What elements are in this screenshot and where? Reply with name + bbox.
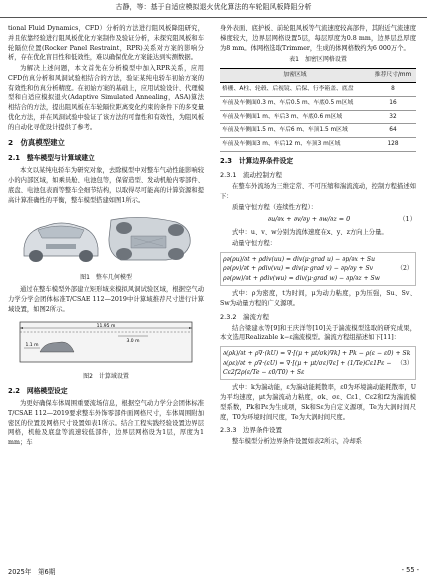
subsubsection-heading: 2.3.2 湍流方程 <box>220 312 270 321</box>
paragraph: 式中：k为湍动能，ε为湍动能耗散率，ε0为环境湍动能耗散率，U为平均速度，μt为湍流动力粘度，σk、σε、Cε1、Cε2和f2为湍流模型系数，Pk和Pε为生成项，Sk和Sε为自定义源项，Te为大涡时间尺度，T0为环境时间尺度，Te为大涡时间尺度。 <box>220 384 416 421</box>
subsubsection-heading: 2.3.1 流动控制方程 <box>220 170 283 179</box>
table-row <box>220 110 416 124</box>
running-header <box>0 0 427 18</box>
issue-label: 2025年 第6期 <box>8 568 56 576</box>
table-row <box>220 96 416 110</box>
figure-domain <box>8 318 204 370</box>
subsection-heading: 2.1 整车模型与计算域建立 <box>8 153 95 162</box>
equation-body: ∂u/∂x + ∂v/∂y + ∂w/∂z = 0 <box>267 215 351 224</box>
equation-line: ∂(ρε)/∂t + ρ∇·(εU) = ∇·[(μ + μt/σε)∇ε] + (1/Te)Cε1Pε − Cε2f2ρ(ε/Te − ε0/T0) + Sε <box>223 359 392 376</box>
paragraph: tional Fluid Dynamics，CFD）分析的方法进行阻风板降阻研究，并且依靠经验进行阻风板优化方案制作及验证分析，未探究阻风板和车轮隔位位置(Rocker Panel Restraint，RPR)关系对方案的影响分析，存在优化盲目性和低效性，难以确保优化方案能达到实测数据。 <box>8 25 204 62</box>
equation-number: （2） <box>396 265 413 273</box>
table-cell: 128 <box>370 138 416 152</box>
table-row <box>220 138 416 152</box>
right-column <box>220 24 416 448</box>
equation-number: （3） <box>396 359 413 367</box>
equation-momentum <box>220 252 416 286</box>
dim-length-label: 11.95 m <box>96 323 116 329</box>
mesh-refinement-table <box>220 68 416 153</box>
paragraph: 式中：ρ为密度，t为时间，μ为动力粘度，p为压强，Su、Sv、Sw为动量方程的广义源项。 <box>220 290 416 307</box>
table-header: 推荐尺寸/mm <box>370 68 416 82</box>
table-cell: 8 <box>370 82 416 96</box>
car-model-illustration <box>16 208 196 266</box>
table-cell: 车前及车侧面0.3 m、车后0.5 m、车底0.5 m区域 <box>220 96 370 110</box>
table-header: 加密区域 <box>220 68 370 82</box>
figure-caption: 图2 计算域设置 <box>83 373 129 381</box>
subsection-heading: 2.3 计算边界条件设定 <box>220 157 294 166</box>
equation-turbulence <box>220 346 416 380</box>
table-cell: 车前及车侧面1 m、车后3 m、车底0.6 m区域 <box>220 110 370 124</box>
equation-line: ρ∂(ρu)/∂t + ρdiv(uu) = div(μ·grad u) − ∂p/∂x + Su <box>223 255 375 263</box>
table-cell: 车前及车侧面3 m、车后12 m、车顶3 m区域 <box>220 138 370 152</box>
table-cell: 格栅、A柱、轮毂、后视镜、后保、行李箱盖、底盘 <box>220 82 370 96</box>
page-number: - 55 - <box>401 566 419 574</box>
table-cell: 16 <box>370 96 416 110</box>
dim-top-label: 3.0 m <box>126 338 140 344</box>
equation-continuity <box>220 215 416 225</box>
equation-line: ρ∂(ρw)/∂t + ρdiv(wu) = div(μ·grad w) − ∂p/∂z + Sw <box>223 274 380 282</box>
figure-car-model <box>8 208 204 270</box>
subsection-heading: 2.2 网格模型设定 <box>8 386 68 395</box>
equation-number: （1） <box>399 215 416 224</box>
page-footer <box>8 566 419 576</box>
computation-domain-diagram <box>18 318 194 366</box>
dim-front-label: 1.1 m <box>25 342 39 348</box>
equation-line: ∂(ρk)/∂t + ρ∇·(kU) = ∇·[(μ + μt/σk)∇k] + Pk − ρ(ε − ε0) + Sk <box>223 350 411 358</box>
left-column <box>8 24 204 449</box>
paragraph: 结合梁建永等[9]和王庆洋等[10]关于湍流模型选取的研究成果，本文选用Realizable k−ε湍流模型。湍流方程组描述如下[11]： <box>220 324 416 342</box>
paragraph: 动量守恒方程： <box>232 239 277 247</box>
paragraph: 身外表面、底护板、前轮阻风板等气流速度较高部件，其附近气流速度梯度较大，边界层网格设置5层，每层厚度为0.8 mm，边界层总厚度为8 mm。体网格选取Trimmer，生成的体网格数约为6 000万个。 <box>220 25 416 52</box>
table-cell: 32 <box>370 110 416 124</box>
table-caption: 表1 加密区网格设置 <box>289 56 347 64</box>
paragraph: 为解决上述问题，本文首先在分析模型中加入RPR关系，应用CFD仿真分析和风洞试验相结合的方法，验证某纯电轿车初始方案的有效性和仿真分析精度。在初始方案的基础上，应用试验设计、代理模型和自适应模拟退火(Adaptive Simulated Annealing，ASA)算法相结合的方法，提出阻风板在车轮隔位距离变化约束的条件下的多变量优化方法，并在风洞试验中验证了该方法的可靠性和有效性，为阻风板的自动化寻优设计提供了参考。 <box>8 65 204 131</box>
running-title: 古静，等：基于自适应模拟退火优化算法的车轮阻风板降阻分析 <box>115 3 312 11</box>
figure-caption: 图1 整车几何模型 <box>80 274 132 281</box>
subsubsection-heading: 2.3.3 边界条件设置 <box>220 426 283 435</box>
paragraph: 本文以某纯电轿车为研究对象，去除模型中对整车气动性能影响较小的内部区域，如乘员舱、电池包等，保留造型、发动机舱内零部件、底盘、电池包表面等整车全细节结构，以取得尽可能高的计算资源和提高计算准确性的平衡，整车模型搭建如图1所示。 <box>8 167 204 204</box>
table-cell: 64 <box>370 124 416 138</box>
paragraph: 在整车外流场为三维定常、不可压缩和湍流流动，控制方程描述如下： <box>220 183 416 200</box>
table-row <box>220 82 416 96</box>
paragraph: 质量守恒方程（连续性方程）： <box>232 203 318 211</box>
paragraph: 为更好确保车体周围重要流场信息，根据空气动力学分会团体标准T/CSAE 112—2019要求整车外饰零部件面网格尺寸，车体周围附加密区的位置及网格尺寸设置如表1所示。结合工程实践经验设置边界层网格，机舱及底盘等流速较低部件，边界层网格设为1层，厚度为1 mm；车 <box>8 400 204 447</box>
paragraph: 通过在整车模型外部建立矩形域来模拟风洞试验区域，根据空气动力学分学会团体标准T/CSAE 112—2019中计算域推荐尺寸进行计算域设置，如图2所示。 <box>8 286 204 313</box>
paragraph: 式中：u、v、w分别为流体速度在x、y、z方向上分量。 <box>232 229 388 237</box>
table-cell: 车前及车侧面1.5 m、车后6 m、车顶1.5 m区域 <box>220 124 370 138</box>
paragraph: 整车模型分析边界条件设置如表2所示，冷却系 <box>232 438 362 446</box>
equation-line: ρ∂(ρv)/∂t + ρdiv(vu) = div(μ·grad v) − ∂p/∂y + Sv <box>223 265 374 273</box>
table-row <box>220 124 416 138</box>
section-heading: 2 仿真模型建立 <box>8 138 65 148</box>
